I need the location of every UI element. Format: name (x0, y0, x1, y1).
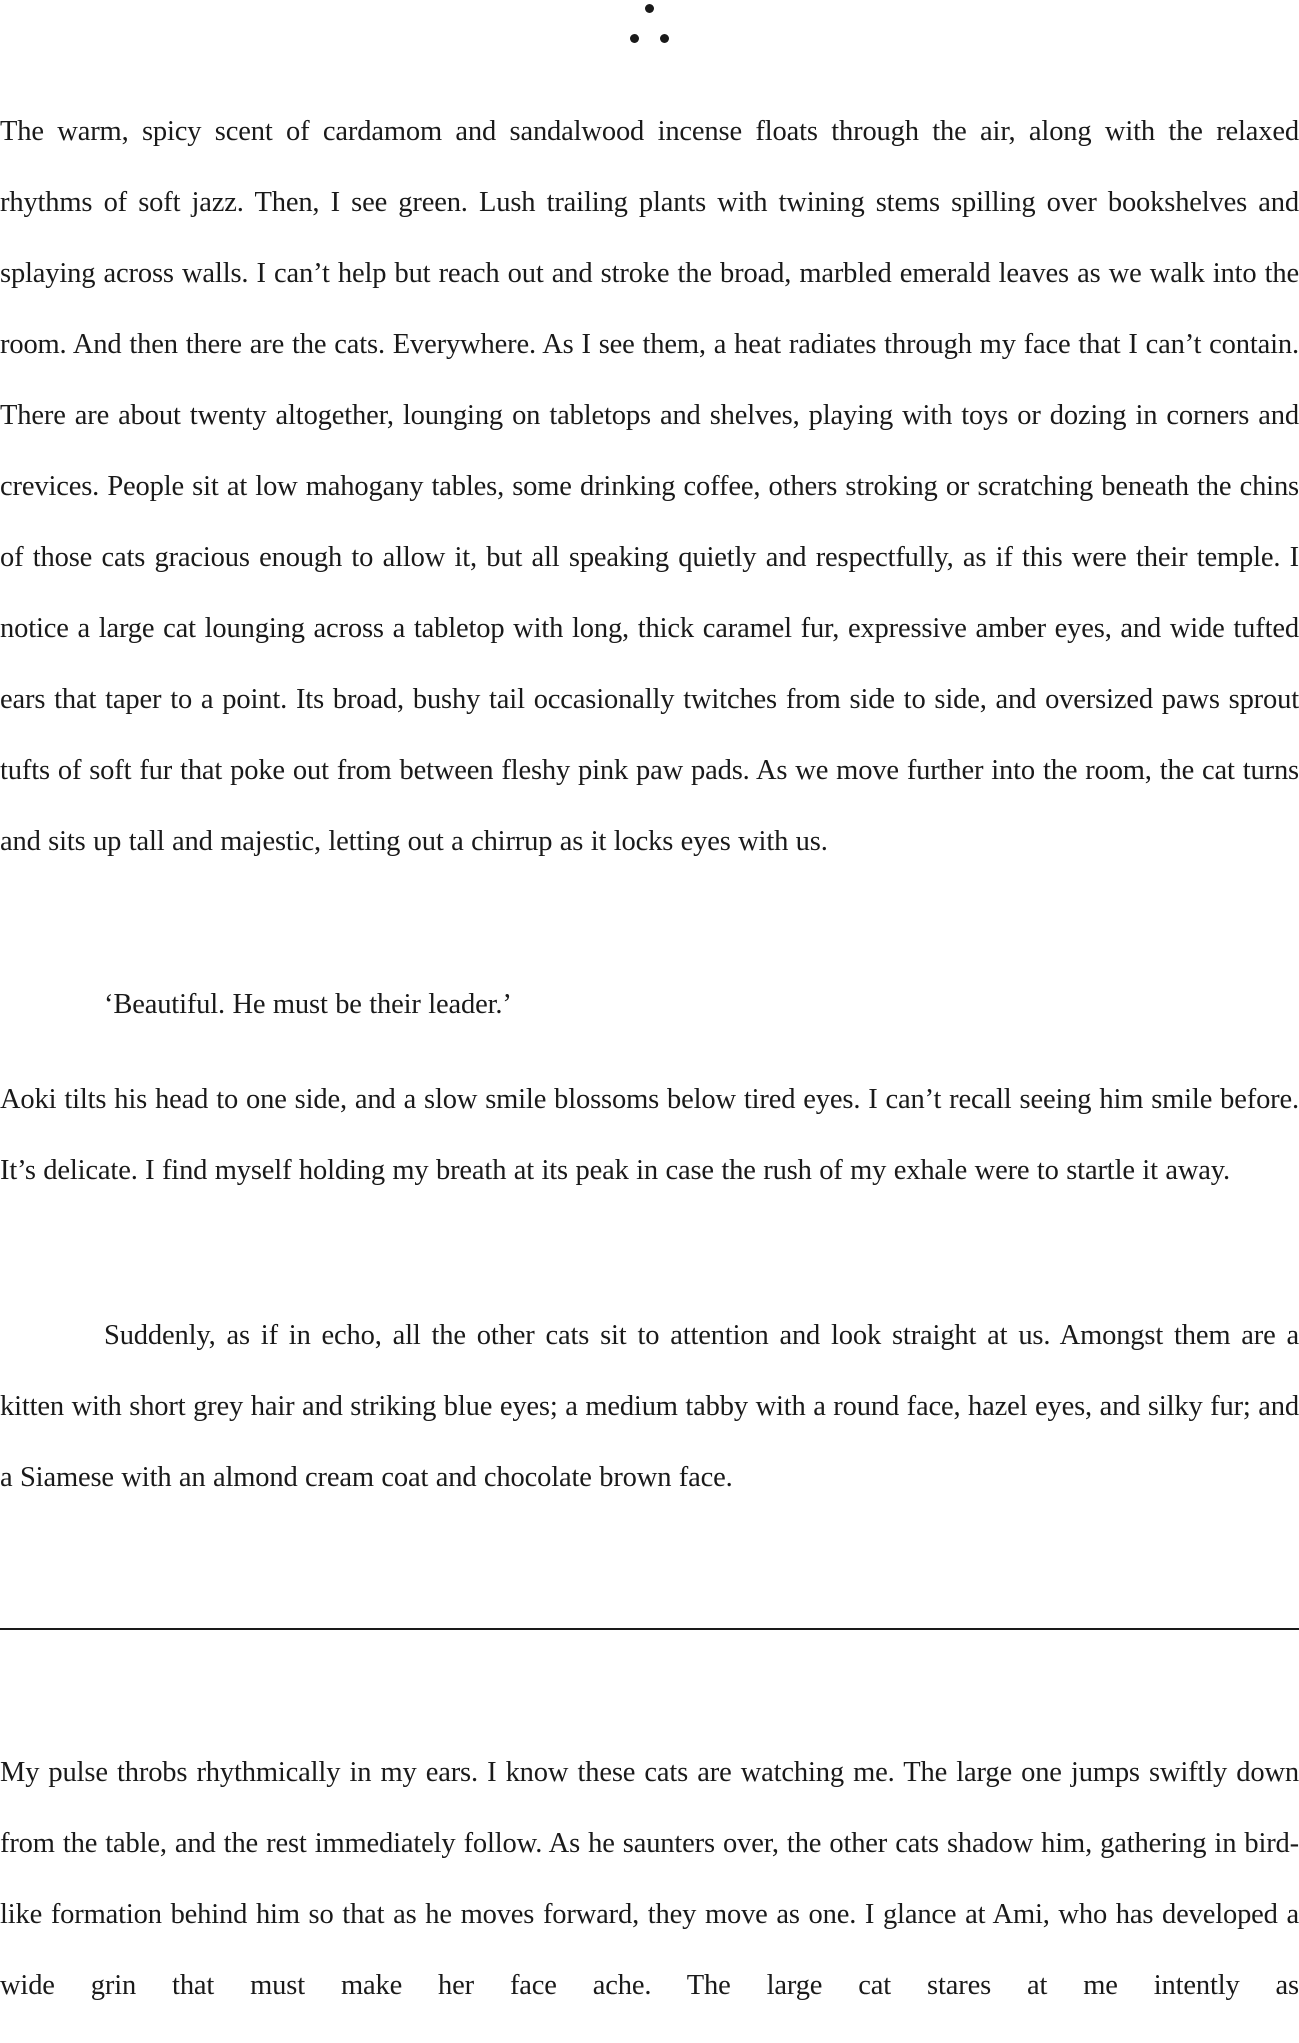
ornament-dot (630, 34, 639, 43)
body-text-section-5 (0, 1737, 1299, 2021)
paragraph: ‘Beautiful. He must be their leader.’ (104, 989, 512, 1020)
section-divider (0, 1628, 1299, 1630)
body-text-section-2 (0, 969, 1299, 1040)
paragraph: Aoki tilts his head to one side, and a slow smile blossoms below tired eyes. I can’t recall seeing him smile before. It’s delicate. I find myself holding my breath at its peak in case the rush of my exhale were to startle it away. (0, 1084, 1299, 1186)
body-text-section-3 (0, 1064, 1299, 1206)
paragraph: Suddenly, as if in echo, all the other cats sit to attention and look straight at us. Amongst them are a kitten with short grey hair and striking blue eyes; a medium tabby with a round face, hazel eyes, and silky fur; and a Siamese with an almond cream coat and chocolate brown face. (0, 1320, 1299, 1493)
body-text-section-4 (0, 1300, 1299, 1513)
ornament-dot (645, 4, 654, 13)
paragraph: My pulse throbs rhythmically in my ears. I know these cats are watching me. The large one jumps swiftly down from the table, and the rest immediately follow. As he saunters over, the other cats shadow him, gathering in bird-like formation behind him so that as he moves forward, they move as one. I glance at Ami, who has developed a wide grin that must make her face ache. The large cat stares at me intently as (0, 1757, 1299, 2001)
three-dot-asterism-icon (620, 0, 680, 60)
body-text-section-1 (0, 96, 1299, 877)
paragraph: The warm, spicy scent of cardamom and sandalwood incense floats through the air, along with the relaxed rhythms of soft jazz. Then, I see green. Lush trailing plants with twining stems spilling over bookshelves and splaying across walls. I can’t help but reach out and stroke the broad, marbled emerald leaves as we walk into the room. And then there are the cats. Everywhere. As I see them, a heat radiates through my face that I can’t contain. There are about twenty altogether, lounging on tabletops and shelves, playing with toys or dozing in corners and crevices. People sit at low mahogany tables, some drinking coffee, others stroking or scratching beneath the chins of those cats gracious enough to allow it, but all speaking quietly and respectfully, as if this were their temple. I notice a large cat lounging across a tabletop with long, thick caramel fur, expressive amber eyes, and wide tufted ears that taper to a point. Its broad, bushy tail occasionally twitches from side to side, and oversized paws sprout tufts of soft fur that poke out from between fleshy pink paw pads. As we move further into the room, the cat turns and sits up tall and majestic, letting out a chirrup as it locks eyes with us. (0, 116, 1299, 857)
ornament-dot (660, 34, 669, 43)
